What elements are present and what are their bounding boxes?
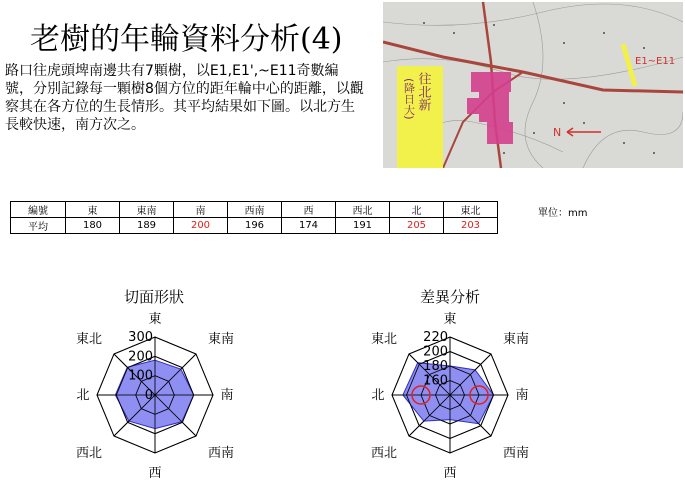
map-road-label: 往北新	[415, 72, 431, 111]
category-label: 南	[515, 388, 529, 403]
category-label: 北	[371, 388, 385, 403]
col-east: 東	[66, 202, 120, 218]
value-north: 205	[390, 218, 444, 234]
chart-title-diff: 差異分析	[420, 288, 481, 306]
table-header-row	[11, 202, 498, 218]
tick-label: 100	[128, 368, 153, 384]
category-label: 南	[220, 388, 234, 403]
map-road-label-2: (降日大)	[402, 78, 416, 120]
table-header-label: 編號	[11, 202, 66, 218]
description-text: 路口往虎頭埤南邊共有7顆樹，以E1,E1',~E11奇數編號，分別記錄每一顆樹8個方位的距年輪中心的距離，以觀察其在各方位的生長情形。其平均結果如下圖。以北方生長較快速，南方次之。	[5, 63, 364, 133]
category-label: 東南	[207, 332, 235, 347]
category-label: 西	[148, 466, 162, 481]
category-label: 東	[443, 312, 457, 327]
average-table	[10, 201, 498, 234]
tick-label: 0	[144, 388, 153, 403]
col-southwest: 西南	[228, 202, 282, 218]
table-row	[11, 218, 498, 234]
value-west: 174	[282, 218, 336, 234]
col-south: 南	[174, 202, 228, 218]
category-label: 西	[443, 466, 457, 481]
category-label: 西北	[75, 446, 103, 461]
value-south: 200	[174, 218, 228, 234]
map-marker-label: E1~E11	[635, 56, 676, 67]
category-label: 東南	[502, 332, 530, 347]
tick-label: 180	[423, 359, 448, 374]
category-label: 東北	[75, 332, 103, 347]
value-northwest: 191	[336, 218, 390, 234]
value-northeast: 203	[444, 218, 498, 234]
tick-label: 300	[128, 330, 153, 345]
col-west: 西	[282, 202, 336, 218]
radar-chart-diff	[355, 285, 545, 485]
value-southeast: 189	[120, 218, 174, 234]
col-north: 北	[390, 202, 444, 218]
table-row-label: 平均	[11, 218, 66, 234]
tick-label: 200	[128, 349, 153, 365]
map-image	[383, 2, 683, 168]
category-label: 西南	[207, 446, 235, 461]
category-label: 東	[148, 312, 162, 327]
col-northeast: 東北	[444, 202, 498, 218]
map-north-label: N	[553, 126, 562, 139]
col-southeast: 東南	[120, 202, 174, 218]
tick-label: 160	[423, 373, 448, 389]
value-southwest: 196	[228, 218, 282, 234]
unit-label: 單位：mm	[538, 208, 588, 219]
radar-chart-shape	[60, 285, 250, 485]
category-label: 西南	[502, 446, 530, 461]
category-label: 北	[76, 388, 90, 403]
tick-label: 220	[423, 330, 448, 345]
col-northwest: 西北	[336, 202, 390, 218]
category-label: 東北	[370, 332, 398, 347]
tick-label: 200	[423, 344, 448, 360]
chart-title-shape: 切面形狀	[124, 288, 185, 306]
category-label: 西北	[370, 446, 398, 461]
value-east: 180	[66, 218, 120, 234]
page-title: 老樹的年輪資料分析(4)	[30, 22, 343, 57]
